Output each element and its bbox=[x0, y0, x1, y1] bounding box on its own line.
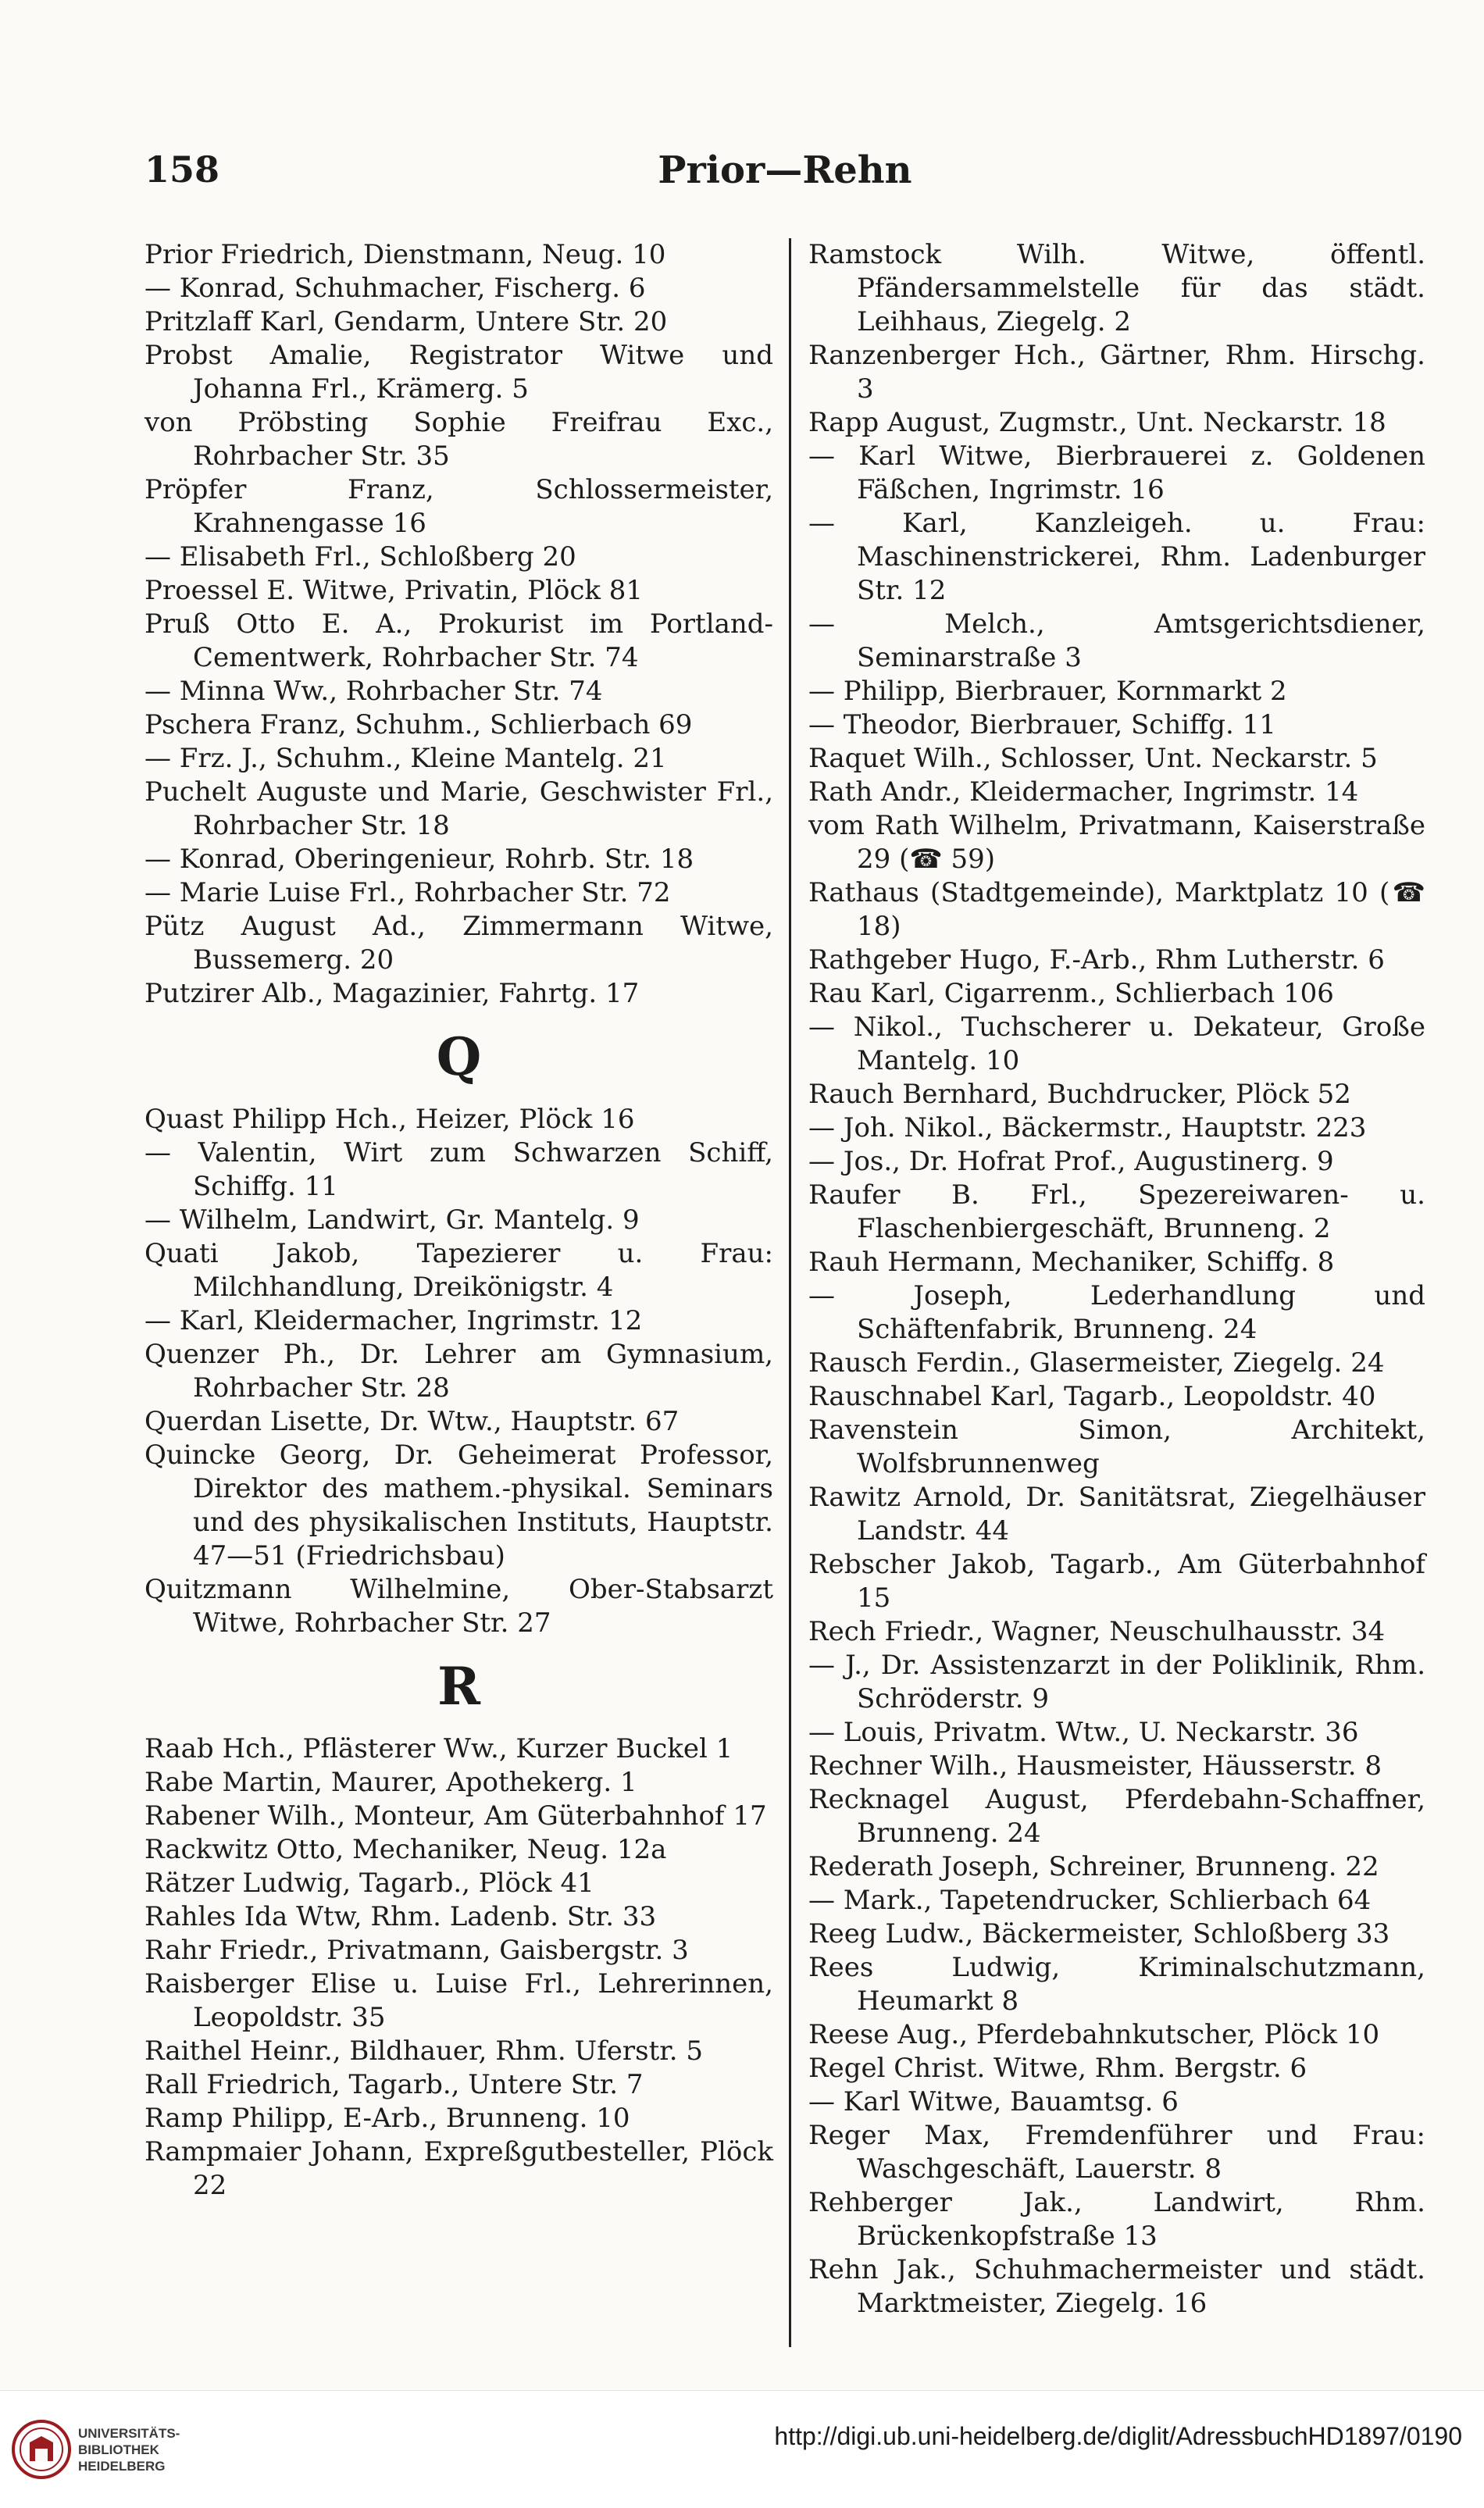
directory-entry: — Philipp, Bierbrauer, Kornmarkt 2 bbox=[808, 676, 1287, 707]
directory-entry: Rees Ludwig, Kriminalschutzmann, Heumarkt 8 bbox=[808, 1952, 1425, 2017]
directory-entry: Pröpfer Franz, Schlossermeister, Krahnengasse 16 bbox=[144, 474, 773, 539]
letter-heading-q: Q bbox=[436, 1026, 482, 1087]
directory-entry: — Karl, Kleidermacher, Ingrimstr. 12 bbox=[144, 1305, 643, 1336]
directory-entry: — Melch., Amtsgerichtsdiener, Seminarstraße 3 bbox=[808, 608, 1425, 673]
footer-bar bbox=[0, 2390, 1484, 2508]
directory-entry: Rebscher Jakob, Tagarb., Am Güterbahnhof 15 bbox=[808, 1549, 1425, 1614]
directory-entry: — Joseph, Lederhandlung und Schäftenfabrik, Brunneng. 24 bbox=[808, 1280, 1425, 1345]
directory-entry: — Elisabeth Frl., Schloßberg 20 bbox=[144, 541, 576, 573]
directory-entry: Rahles Ida Wtw, Rhm. Ladenb. Str. 33 bbox=[144, 1901, 657, 1932]
directory-entry: Regel Christ. Witwe, Rhm. Bergstr. 6 bbox=[808, 2053, 1307, 2084]
directory-entry: Raisberger Elise u. Luise Frl., Lehrerinnen, Leopoldstr. 35 bbox=[144, 1968, 773, 2033]
directory-entry: Rath Andr., Kleidermacher, Ingrimstr. 14 bbox=[808, 776, 1359, 808]
directory-entry: — Mark., Tapetendrucker, Schlierbach 64 bbox=[808, 1885, 1372, 1916]
directory-entry: Rech Friedr., Wagner, Neuschulhausstr. 34 bbox=[808, 1616, 1386, 1647]
directory-entry: Quincke Georg, Dr. Geheimerat Professor, Direktor des mathem.-physikal. Seminars und des physikalischen Instituts, Hauptstr. 47—51 (Friedrichsbau) bbox=[144, 1440, 773, 1572]
directory-entry: Proessel E. Witwe, Privatin, Plöck 81 bbox=[144, 575, 644, 606]
directory-entry: Prior Friedrich, Dienstmann, Neug. 10 bbox=[144, 239, 666, 270]
directory-entry: Quenzer Ph., Dr. Lehrer am Gymnasium, Rohrbacher Str. 28 bbox=[144, 1339, 773, 1404]
logo-line: HEIDELBERG bbox=[78, 2459, 166, 2474]
entries-q bbox=[144, 1103, 773, 1640]
right-column bbox=[808, 238, 1425, 2321]
directory-entry: — Joh. Nikol., Bäckermstr., Hauptstr. 223 bbox=[808, 1112, 1367, 1143]
directory-entry: Rabe Martin, Maurer, Apothekerg. 1 bbox=[144, 1767, 637, 1798]
directory-entry: Pruß Otto E. A., Prokurist im Portland-Cementwerk, Rohrbacher Str. 74 bbox=[144, 608, 773, 673]
directory-entry: Rahr Friedr., Privatmann, Gaisbergstr. 3 bbox=[144, 1935, 689, 1966]
directory-entry: Recknagel August, Pferdebahn-Schaffner, Brunneng. 24 bbox=[808, 1784, 1425, 1849]
directory-entry: Rackwitz Otto, Mechaniker, Neug. 12a bbox=[144, 1834, 667, 1865]
directory-entry: Rauschnabel Karl, Tagarb., Leopoldstr. 40 bbox=[808, 1381, 1376, 1412]
directory-entry: Reeg Ludw., Bäckermeister, Schloßberg 33 bbox=[808, 1918, 1390, 1950]
directory-entry: Rall Friedrich, Tagarb., Untere Str. 7 bbox=[144, 2069, 644, 2100]
directory-entry: Rederath Joseph, Schreiner, Brunneng. 22 bbox=[808, 1851, 1379, 1882]
library-logo-text bbox=[78, 2425, 180, 2474]
directory-entry: Rätzer Ludwig, Tagarb., Plöck 41 bbox=[144, 1868, 594, 1899]
directory-entry: von Pröbsting Sophie Freifrau Exc., Rohrbacher Str. 35 bbox=[144, 407, 773, 472]
directory-entry: — Theodor, Bierbrauer, Schiffg. 11 bbox=[808, 709, 1276, 740]
entries-r bbox=[144, 1732, 773, 2203]
directory-entry: — Konrad, Schuhmacher, Fischerg. 6 bbox=[144, 273, 646, 304]
directory-entry: — J., Dr. Assistenzarzt in der Poliklinik, Rhm. Schröderstr. 9 bbox=[808, 1650, 1425, 1714]
directory-entry: — Karl Witwe, Bierbrauerei z. Goldenen Fäßchen, Ingrimstr. 16 bbox=[808, 441, 1425, 505]
page-number: 158 bbox=[144, 148, 220, 191]
directory-entry: Ramp Philipp, E-Arb., Brunneng. 10 bbox=[144, 2103, 630, 2134]
directory-entry: — Louis, Privatm. Wtw., U. Neckarstr. 36 bbox=[808, 1717, 1359, 1748]
library-logo[interactable] bbox=[11, 2413, 191, 2491]
directory-entry: Rausch Ferdin., Glasermeister, Ziegelg. 24 bbox=[808, 1347, 1385, 1379]
directory-entry: Reger Max, Fremdenführer und Frau: Waschgeschäft, Lauerstr. 8 bbox=[808, 2120, 1425, 2185]
directory-entry: Rau Karl, Cigarrenm., Schlierbach 106 bbox=[808, 978, 1334, 1009]
directory-entry: Rabener Wilh., Monteur, Am Güterbahnhof 17 bbox=[144, 1800, 767, 1832]
directory-entry: — Jos., Dr. Hofrat Prof., Augustinerg. 9 bbox=[808, 1146, 1334, 1177]
directory-entry: Raab Hch., Pflästerer Ww., Kurzer Buckel 1 bbox=[144, 1733, 733, 1764]
column-divider bbox=[789, 238, 791, 2347]
directory-entry: Probst Amalie, Registrator Witwe und Johanna Frl., Krämerg. 5 bbox=[144, 340, 773, 405]
directory-entry: Reese Aug., Pferdebahnkutscher, Plöck 10 bbox=[808, 2019, 1380, 2050]
directory-entry: — Wilhelm, Landwirt, Gr. Mantelg. 9 bbox=[144, 1204, 640, 1236]
directory-entry: Puchelt Auguste und Marie, Geschwister Frl., Rohrbacher Str. 18 bbox=[144, 776, 773, 841]
directory-entry: Ranzenberger Hch., Gärtner, Rhm. Hirschg. 3 bbox=[808, 340, 1425, 405]
directory-entry: Querdan Lisette, Dr. Wtw., Hauptstr. 67 bbox=[144, 1406, 680, 1437]
directory-entry: Raquet Wilh., Schlosser, Unt. Neckarstr. 5 bbox=[808, 743, 1378, 774]
directory-entry: Quati Jakob, Tapezierer u. Frau: Milchhandlung, Dreikönigstr. 4 bbox=[144, 1238, 773, 1303]
directory-entry: — Frz. J., Schuhm., Kleine Mantelg. 21 bbox=[144, 743, 667, 774]
directory-entry: Putzirer Alb., Magazinier, Fahrtg. 17 bbox=[144, 978, 640, 1009]
entries-p bbox=[144, 238, 773, 1011]
library-seal-icon bbox=[11, 2419, 72, 2480]
directory-entry: Rampmaier Johann, Expreßgutbesteller, Plöck 22 bbox=[144, 2136, 773, 2201]
directory-entry: Rathaus (Stadtgemeinde), Marktplatz 10 (☎ 18) bbox=[808, 877, 1425, 942]
directory-entry: Rehn Jak., Schuhmachermeister und städt. Marktmeister, Ziegelg. 16 bbox=[808, 2254, 1425, 2319]
directory-entry: Pütz August Ad., Zimmermann Witwe, Bussemerg. 20 bbox=[144, 911, 773, 976]
two-column-body bbox=[144, 238, 1425, 2363]
directory-entry: — Marie Luise Frl., Rohrbacher Str. 72 bbox=[144, 877, 671, 908]
left-column bbox=[144, 238, 773, 2203]
running-head: Prior—Rehn bbox=[658, 148, 912, 192]
directory-entry: Raufer B. Frl., Spezereiwaren- u. Flaschenbiergeschäft, Brunneng. 2 bbox=[808, 1179, 1425, 1244]
directory-entry: Ravenstein Simon, Architekt, Wolfsbrunnenweg bbox=[808, 1415, 1425, 1479]
permalink-url[interactable]: http://digi.ub.uni-heidelberg.de/diglit/AdressbuchHD1897/0190 bbox=[774, 2422, 1462, 2450]
entries-right bbox=[808, 238, 1425, 2321]
directory-entry: — Nikol., Tuchscherer u. Dekateur, Große Mantelg. 10 bbox=[808, 1011, 1425, 1076]
logo-line: BIBLIOTHEK bbox=[78, 2442, 159, 2457]
letter-heading-r: R bbox=[437, 1656, 480, 1717]
directory-entry: Rauh Hermann, Mechaniker, Schiffg. 8 bbox=[808, 1247, 1335, 1278]
directory-entry: Quitzmann Wilhelmine, Ober-Stabsarzt Witwe, Rohrbacher Str. 27 bbox=[144, 1574, 773, 1639]
directory-entry: Rechner Wilh., Hausmeister, Häusserstr. 8 bbox=[808, 1750, 1382, 1782]
directory-entry: Rawitz Arnold, Dr. Sanitätsrat, Ziegelhäuser Landstr. 44 bbox=[808, 1482, 1425, 1547]
directory-entry: — Karl, Kanzleigeh. u. Frau: Maschinenstrickerei, Rhm. Ladenburger Str. 12 bbox=[808, 508, 1425, 606]
directory-entry: Pritzlaff Karl, Gendarm, Untere Str. 20 bbox=[144, 306, 668, 337]
directory-entry: — Minna Ww., Rohrbacher Str. 74 bbox=[144, 676, 603, 707]
directory-entry: — Valentin, Wirt zum Schwarzen Schiff, Schiffg. 11 bbox=[144, 1137, 773, 1202]
page-header bbox=[144, 148, 1425, 211]
directory-entry: Raithel Heinr., Bildhauer, Rhm. Uferstr. 5 bbox=[144, 2035, 704, 2067]
directory-entry: Ramstock Wilh. Witwe, öffentl. Pfändersammelstelle für das städt. Leihhaus, Ziegelg. 2 bbox=[808, 239, 1425, 337]
directory-entry: Rauch Bernhard, Buchdrucker, Plöck 52 bbox=[808, 1079, 1351, 1110]
directory-entry: Rapp August, Zugmstr., Unt. Neckarstr. 18 bbox=[808, 407, 1386, 438]
directory-entry: — Konrad, Oberingenieur, Rohrb. Str. 18 bbox=[144, 844, 694, 875]
directory-entry: Rathgeber Hugo, F.-Arb., Rhm Lutherstr. 6 bbox=[808, 944, 1385, 976]
directory-entry: vom Rath Wilhelm, Privatmann, Kaiserstraße 29 (☎ 59) bbox=[808, 810, 1425, 875]
directory-entry: Rehberger Jak., Landwirt, Rhm. Brückenkopfstraße 13 bbox=[808, 2187, 1425, 2252]
directory-entry: — Karl Witwe, Bauamtsg. 6 bbox=[808, 2086, 1179, 2117]
directory-entry: Quast Philipp Hch., Heizer, Plöck 16 bbox=[144, 1104, 635, 1135]
logo-line: UNIVERSITÄTS- bbox=[78, 2426, 180, 2441]
directory-entry: Pschera Franz, Schuhm., Schlierbach 69 bbox=[144, 709, 693, 740]
